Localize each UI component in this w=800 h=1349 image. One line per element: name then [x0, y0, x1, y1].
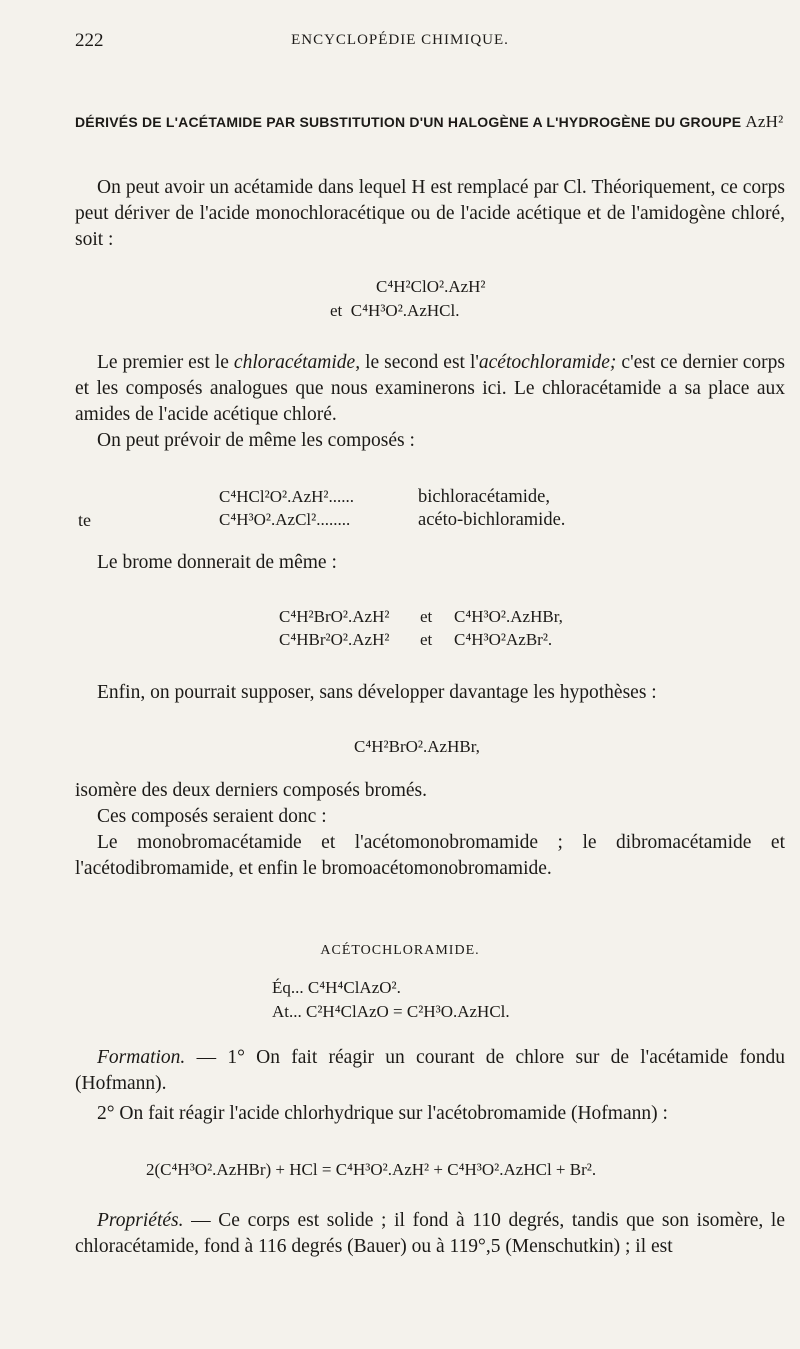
paragraph-intro: On peut avoir un acétamide dans lequel H est remplacé par Cl. Théoriquement, ce corps peut dériver de l'acide monochloracétique ou de l'acide acétique et de l'amidogène chloré, soit :	[75, 177, 785, 250]
term-acetochloramide: acétochloramide;	[478, 352, 617, 373]
formula-chloracetamide: C⁴H²ClO².AzH²	[376, 277, 486, 296]
reaction-equation: 2(C⁴H³O².AzHBr) + HCl = C⁴H³O².AzH² + C⁴H³O².AzHCl + Br².	[146, 1160, 597, 1179]
at-label: At...	[272, 1002, 302, 1021]
formula-bromo: C⁴H²BrO².AzHBr,	[354, 737, 480, 756]
formula-equivalent	[272, 978, 401, 998]
formation-label: Formation.	[97, 1047, 186, 1068]
text-run: Le premier est le	[97, 352, 234, 373]
paragraph-list-composes: Le monobromacétamide et l'acétomonobromamide ; le dibromacétamide et l'acétodibromamide, et enfin le bromoacétomonobromamide.	[75, 832, 785, 879]
term-chloracetamide: chloracétamide,	[233, 352, 361, 373]
section-title-formula: AzH²	[745, 112, 784, 131]
list-prefix: te	[78, 510, 91, 530]
bromo-left: C⁴H²BrO².AzH²	[279, 607, 390, 626]
running-header	[0, 30, 800, 52]
conjunction-et: et	[420, 607, 433, 626]
eq-formula: C⁴H⁴ClAzO².	[307, 978, 401, 997]
section-title-text: DÉRIVÉS DE L'ACÉTAMIDE PAR SUBSTITUTION D'UN HALOGÈNE A L'HYDROGÈNE DU GROUPE	[75, 114, 742, 130]
bromo-right: C⁴H³O²AzBr².	[454, 630, 553, 649]
text-run: — Ce corps est solide ; il fond à 110 degrés, tandis que son isomère, le chloracétamide, fond à 116 degrés (Bauer) ou à 119°,5 (Menschutkin) ; il est	[75, 1210, 785, 1257]
formula-atomic	[272, 1002, 510, 1022]
at-formula: C²H⁴ClAzO = C²H³O.AzHCl.	[306, 1002, 510, 1021]
paragraph-brome: Le brome donnerait de même :	[97, 552, 337, 573]
paragraph-enfin: Enfin, on pourrait supposer, sans développer davantage les hypothèses :	[97, 682, 657, 703]
compound-heading: ACÉTOCHLORAMIDE.	[320, 943, 480, 958]
list-formula: C⁴H³O².AzCl²........	[219, 510, 351, 529]
list-formula: C⁴HCl²O².AzH²......	[219, 487, 355, 506]
paragraph-predict: On peut prévoir de même les composés :	[97, 430, 415, 451]
page-number: 222	[75, 30, 104, 51]
paragraph-chloracetamide	[75, 350, 785, 428]
running-title: ENCYCLOPÉDIE CHIMIQUE.	[291, 32, 509, 48]
section-title	[75, 112, 785, 132]
conjunction-et: et	[420, 630, 433, 649]
paragraph-formation	[75, 1045, 785, 1097]
text-run: le second est l'	[360, 352, 479, 373]
bromo-right: C⁴H³O².AzHBr,	[454, 607, 563, 626]
conjunction-et: et	[330, 301, 343, 320]
list-name: bichloracétamide,	[418, 487, 551, 507]
paragraph-proprietes	[75, 1208, 785, 1260]
list-name: acéto-bichloramide.	[418, 510, 566, 530]
paragraph-formation-2: 2° On fait réagir l'acide chlorhydrique sur l'acétobromamide (Hofmann) :	[97, 1103, 668, 1124]
text-run: — 1° On fait réagir un courant de chlore sur de l'acétamide fondu (Hofmann).	[75, 1047, 785, 1094]
bromo-left: C⁴HBr²O².AzH²	[279, 630, 390, 649]
paragraph-composes: Ces composés seraient donc :	[97, 806, 327, 827]
eq-label: Éq...	[272, 978, 304, 997]
formula-acetochloramide: C⁴H³O².AzHCl.	[350, 301, 460, 320]
proprietes-label: Propriétés.	[97, 1210, 184, 1231]
text-run: c'est ce dernier corps et les composés analogues que nous examinerons ici. Le chloracétamide a sa place aux amides de l'acide acétique chloré.	[75, 352, 786, 425]
paragraph-isomere: isomère des deux derniers composés bromés.	[75, 780, 427, 801]
formula-acetochloramide-line	[330, 301, 459, 321]
